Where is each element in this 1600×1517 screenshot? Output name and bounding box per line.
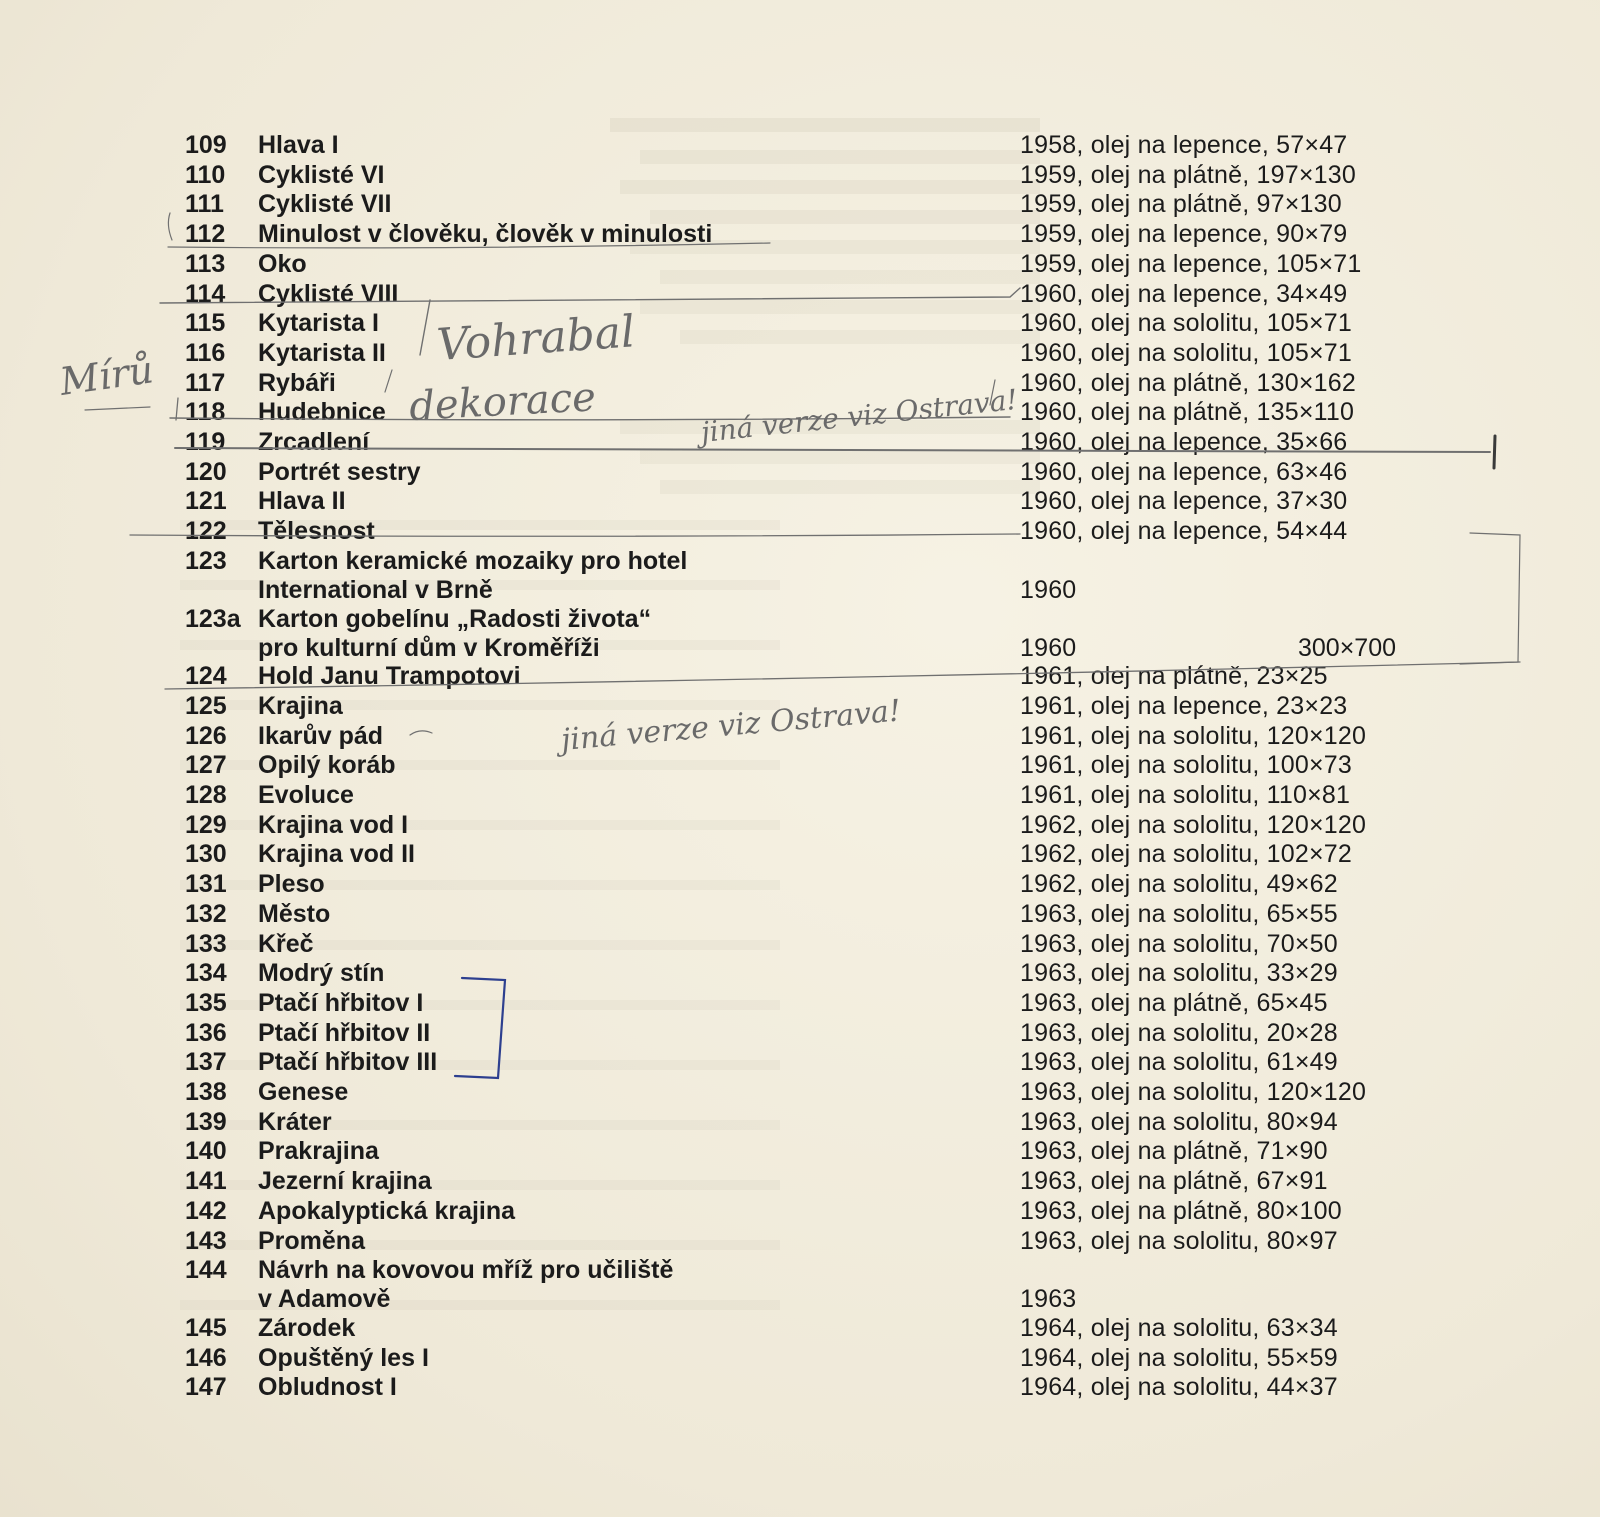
entry-number: 111 xyxy=(185,190,224,219)
entry-number: 126 xyxy=(185,721,227,750)
entry-detail: 1961, olej na plátně, 23×25 xyxy=(1020,662,1328,691)
entry-title: Ptačí hřbitov III xyxy=(258,1048,438,1077)
entry-title: Návrh na kovovou mříž pro učiliště xyxy=(258,1256,674,1285)
entry-number: 114 xyxy=(185,279,226,308)
entry-number: 127 xyxy=(185,751,227,780)
entry-title: Minulost v člověku, člověk v minulosti xyxy=(258,220,713,249)
entry-title: Kytarista I xyxy=(258,309,379,338)
pencil-note-119: jiná verze viz Ostrava! xyxy=(699,382,1020,449)
entry-detail: 1960, olej na plátně, 130×162 xyxy=(1020,368,1356,397)
entry-title: Obludnost I xyxy=(258,1373,397,1402)
entry-detail: 1963, olej na sololitu, 70×50 xyxy=(1020,929,1338,958)
entry-title: Karton gobelínu „Radosti života“ xyxy=(258,604,652,633)
entry-detail: 1964, olej na sololitu, 44×37 xyxy=(1020,1373,1338,1402)
entry-number: 144 xyxy=(185,1256,227,1285)
entry-title: Hlava I xyxy=(258,131,339,159)
entry-title: Hlava II xyxy=(258,487,346,516)
entry-detail: 1961, olej na sololitu, 100×73 xyxy=(1020,751,1352,780)
entry-number: 139 xyxy=(185,1107,227,1136)
entry-number: 115 xyxy=(185,309,226,338)
entry-title: Krajina vod I xyxy=(258,810,409,839)
entry-title: Cyklisté VI xyxy=(258,160,385,189)
entry-detail: 1961, olej na sololitu, 110×81 xyxy=(1020,781,1351,809)
entry-detail: 1963 xyxy=(1020,1285,1077,1314)
entry-detail: 1963, olej na plátně, 71×90 xyxy=(1020,1137,1328,1166)
entry-title: Tělesnost xyxy=(258,517,375,546)
entry-detail: 1959, olej na lepence, 105×71 xyxy=(1020,249,1362,278)
entry-number: 146 xyxy=(185,1343,227,1372)
entry-number: 119 xyxy=(185,428,226,456)
entry-detail: 1961, olej na lepence, 23×23 xyxy=(1020,691,1348,720)
entry-detail: 1963, olej na plátně, 67×91 xyxy=(1020,1167,1328,1196)
entry-number: 123 xyxy=(185,546,227,575)
entry-number: 145 xyxy=(185,1313,227,1342)
entry-number: 117 xyxy=(185,368,226,397)
entry-title: Ikarův pád xyxy=(258,721,384,750)
entry-detail: 1963, olej na sololitu, 61×49 xyxy=(1020,1048,1338,1077)
entry-number: 121 xyxy=(185,487,227,516)
entry-detail: 1962, olej na sololitu, 102×72 xyxy=(1020,840,1352,869)
entry-number: 110 xyxy=(185,160,226,189)
entry-title: Cyklisté VII xyxy=(258,190,392,219)
entry-title: Ptačí hřbitov II xyxy=(258,1018,431,1047)
entry-number: 147 xyxy=(185,1373,227,1402)
entry-title: Křeč xyxy=(258,929,314,958)
entry-title: Pleso xyxy=(258,870,325,899)
entry-number: 140 xyxy=(185,1137,227,1166)
entry-number: 133 xyxy=(185,929,227,958)
entry-title: Cyklisté VIII xyxy=(258,279,399,308)
entry-detail: 1960 xyxy=(1020,575,1077,604)
entry-detail: 1963, olej na sololitu, 20×28 xyxy=(1020,1018,1338,1047)
entry-title: Prakrajina xyxy=(258,1137,379,1166)
entry-number: 113 xyxy=(185,249,226,278)
entry-title: Krajina vod II xyxy=(258,840,415,869)
entry-detail: 1960, olej na lepence, 35×66 xyxy=(1020,428,1348,456)
entry-number: 109 xyxy=(185,131,227,159)
entry-number: 118 xyxy=(185,398,226,427)
entry-title: Zárodek xyxy=(258,1313,356,1342)
entry-detail: 1959, olej na plátně, 197×130 xyxy=(1020,160,1356,189)
entry-title: Modrý stín xyxy=(258,959,385,988)
entry-number: 138 xyxy=(185,1078,227,1106)
entry-detail: 1963, olej na plátně, 80×100 xyxy=(1020,1196,1342,1225)
entry-detail: 1960, olej na lepence, 37×30 xyxy=(1020,487,1348,516)
entry-detail: 1958, olej na lepence, 57×47 xyxy=(1020,131,1348,159)
entry-title: Hudebnice xyxy=(258,398,386,427)
entry-number: 130 xyxy=(185,840,227,869)
entry-number: 132 xyxy=(185,899,227,928)
entry-number: 135 xyxy=(185,988,227,1017)
entry-detail: 1963, olej na sololitu, 65×55 xyxy=(1020,899,1338,928)
entry-detail: 1960, olej na sololitu, 105×71 xyxy=(1020,338,1352,367)
entry-number: 129 xyxy=(185,810,227,839)
entry-detail: 1964, olej na sololitu, 55×59 xyxy=(1020,1343,1338,1372)
entry-title: Kytarista II xyxy=(258,338,386,367)
entry-number: 142 xyxy=(185,1196,227,1225)
entry-detail: 1960, olej na lepence, 54×44 xyxy=(1020,517,1348,546)
entry-detail: 1963, olej na sololitu, 120×120 xyxy=(1020,1078,1367,1106)
entry-detail: 1963, olej na plátně, 65×45 xyxy=(1020,988,1328,1017)
entry-title: Zrcadlení xyxy=(258,428,370,456)
entry-detail: 1960 xyxy=(1020,633,1077,662)
entry-detail: 1960, olej na sololitu, 105×71 xyxy=(1020,309,1352,338)
entry-detail: 1963, olej na sololitu, 33×29 xyxy=(1020,959,1338,988)
entry-detail: 1959, olej na plátně, 97×130 xyxy=(1020,190,1342,219)
entry-number: 120 xyxy=(185,457,227,486)
entry-number: 128 xyxy=(185,781,227,809)
entry-title: Jezerní krajina xyxy=(258,1167,432,1196)
entry-title: Oko xyxy=(258,249,307,278)
entry-number: 134 xyxy=(185,959,227,988)
pencil-note-126: jiná verze viz Ostrava! xyxy=(559,693,903,758)
entry-title: Rybáři xyxy=(258,368,336,397)
entry-detail: 1960, olej na lepence, 34×49 xyxy=(1020,279,1348,308)
entry-title: Portrét sestry xyxy=(258,457,421,486)
entry-detail: 1963, olej na sololitu, 80×97 xyxy=(1020,1226,1338,1255)
entry-detail: 1962, olej na sololitu, 49×62 xyxy=(1020,870,1338,899)
pencil-note-mir: Mírů xyxy=(57,347,157,404)
pencil-note-dekorace: dekorace xyxy=(408,374,597,430)
entry-size: 300×700 xyxy=(1298,633,1397,662)
entry-detail: 1961, olej na sololitu, 120×120 xyxy=(1020,721,1367,750)
entry-title: Genese xyxy=(258,1078,349,1106)
entry-detail: 1962, olej na sololitu, 120×120 xyxy=(1020,810,1367,839)
entry-number: 137 xyxy=(185,1048,227,1077)
entry-number: 131 xyxy=(185,870,227,899)
entry-title: Apokalyptická krajina xyxy=(258,1196,516,1225)
entry-title: Proměna xyxy=(258,1226,365,1255)
entry-number: 136 xyxy=(185,1018,227,1047)
entry-detail: 1960, olej na lepence, 63×46 xyxy=(1020,457,1348,486)
pencil-note-vohrabal: Vohrabal xyxy=(435,306,637,371)
entry-title: Evoluce xyxy=(258,781,354,809)
entry-title: Krajina xyxy=(258,691,343,720)
entry-number: 141 xyxy=(185,1167,227,1196)
entry-title: Hold Janu Trampotovi xyxy=(258,662,521,691)
entry-detail: 1960, olej na plátně, 135×110 xyxy=(1020,398,1355,427)
entry-number: 122 xyxy=(185,517,227,546)
entry-title: Ptačí hřbitov I xyxy=(258,988,424,1017)
entry-detail: 1963, olej na sololitu, 80×94 xyxy=(1020,1107,1338,1136)
entry-title: International v Brně xyxy=(258,575,493,604)
entry-title: Karton keramické mozaiky pro hotel xyxy=(258,546,688,575)
entry-title: Město xyxy=(258,899,331,928)
entry-title: Kráter xyxy=(258,1107,332,1136)
entry-title: v Adamově xyxy=(258,1285,391,1314)
entry-number: 143 xyxy=(185,1226,227,1255)
entry-number: 123a xyxy=(185,604,241,633)
entry-number: 124 xyxy=(185,662,227,691)
entry-detail: 1964, olej na sololitu, 63×34 xyxy=(1020,1313,1338,1342)
entry-title: Opilý koráb xyxy=(258,751,396,780)
entry-number: 112 xyxy=(185,220,226,249)
entry-detail: 1959, olej na lepence, 90×79 xyxy=(1020,220,1348,249)
entry-title: pro kulturní dům v Kroměříži xyxy=(258,633,600,662)
entry-title: Opuštěný les I xyxy=(258,1343,429,1372)
entry-number: 125 xyxy=(185,691,227,720)
entry-number: 116 xyxy=(185,338,226,367)
